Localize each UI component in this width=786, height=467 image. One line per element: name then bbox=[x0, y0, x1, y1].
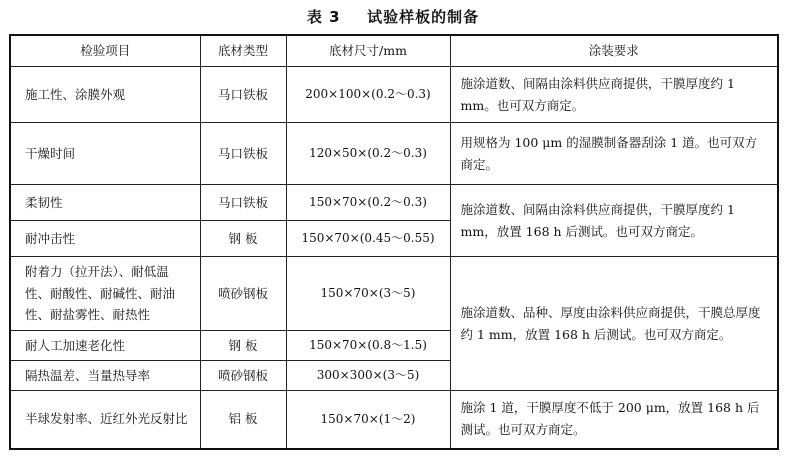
row-item: 耐人工加速老化性 bbox=[10, 331, 200, 361]
table-number: 表 3 bbox=[306, 8, 341, 26]
row-requirement: 施涂道数、间隔由涂料供应商提供，干膜厚度约 1 mm，放置 168 h 后测试。也可双方商定。 bbox=[450, 185, 778, 257]
row-size: 150×70×(0.2～0.3) bbox=[286, 185, 450, 221]
row-size: 150×70×(0.45～0.55) bbox=[286, 221, 450, 257]
row-material: 喷砂钢板 bbox=[200, 257, 286, 331]
row-material: 铝 板 bbox=[200, 391, 286, 449]
table-row bbox=[10, 67, 778, 123]
row-size: 150×70×(0.8～1.5) bbox=[286, 331, 450, 361]
header-material: 底材类型 bbox=[200, 35, 286, 67]
row-item: 附着力（拉开法）、耐低温性、耐酸性、耐碱性、耐油性、耐盐雾性、耐热性 bbox=[10, 257, 200, 331]
row-item: 隔热温差、当量热导率 bbox=[10, 361, 200, 391]
row-size: 200×100×(0.2～0.3) bbox=[286, 67, 450, 123]
row-material: 马口铁板 bbox=[200, 67, 286, 123]
row-size: 150×70×(3～5) bbox=[286, 257, 450, 331]
row-material: 喷砂钢板 bbox=[200, 361, 286, 391]
table-row bbox=[10, 257, 778, 331]
row-item: 施工性、涂膜外观 bbox=[10, 67, 200, 123]
row-size: 300×300×(3～5) bbox=[286, 361, 450, 391]
row-item: 柔韧性 bbox=[10, 185, 200, 221]
row-material: 钢 板 bbox=[200, 331, 286, 361]
header-row bbox=[10, 35, 778, 67]
row-size: 150×70×(1～2) bbox=[286, 391, 450, 449]
table-caption bbox=[0, 6, 786, 27]
row-material: 马口铁板 bbox=[200, 185, 286, 221]
row-material: 钢 板 bbox=[200, 221, 286, 257]
row-item: 耐冲击性 bbox=[10, 221, 200, 257]
row-requirement: 用规格为 100 μm 的湿膜制备器刮涂 1 道。也可双方商定。 bbox=[450, 123, 778, 185]
header-size: 底材尺寸/mm bbox=[286, 35, 450, 67]
row-item: 半球发射率、近红外光反射比 bbox=[10, 391, 200, 449]
row-requirement: 施涂道数、间隔由涂料供应商提供，干膜厚度约 1 mm。也可双方商定。 bbox=[450, 67, 778, 123]
table-row bbox=[10, 391, 778, 449]
row-requirement: 施涂道数、品种、厚度由涂料供应商提供，干膜总厚度约 1 mm，放置 168 h 后测试。也可双方商定。 bbox=[450, 257, 778, 391]
row-size: 120×50×(0.2～0.3) bbox=[286, 123, 450, 185]
table-row bbox=[10, 185, 778, 221]
table-row bbox=[10, 123, 778, 185]
table-title: 试验样板的制备 bbox=[367, 8, 480, 26]
header-item: 检验项目 bbox=[10, 35, 200, 67]
row-material: 马口铁板 bbox=[200, 123, 286, 185]
sample-preparation-table bbox=[9, 34, 779, 450]
header-requirement: 涂装要求 bbox=[450, 35, 778, 67]
row-requirement: 施涂 1 道，干膜厚度不低于 200 μm，放置 168 h 后测试。也可双方商定。 bbox=[450, 391, 778, 449]
row-item: 干燥时间 bbox=[10, 123, 200, 185]
